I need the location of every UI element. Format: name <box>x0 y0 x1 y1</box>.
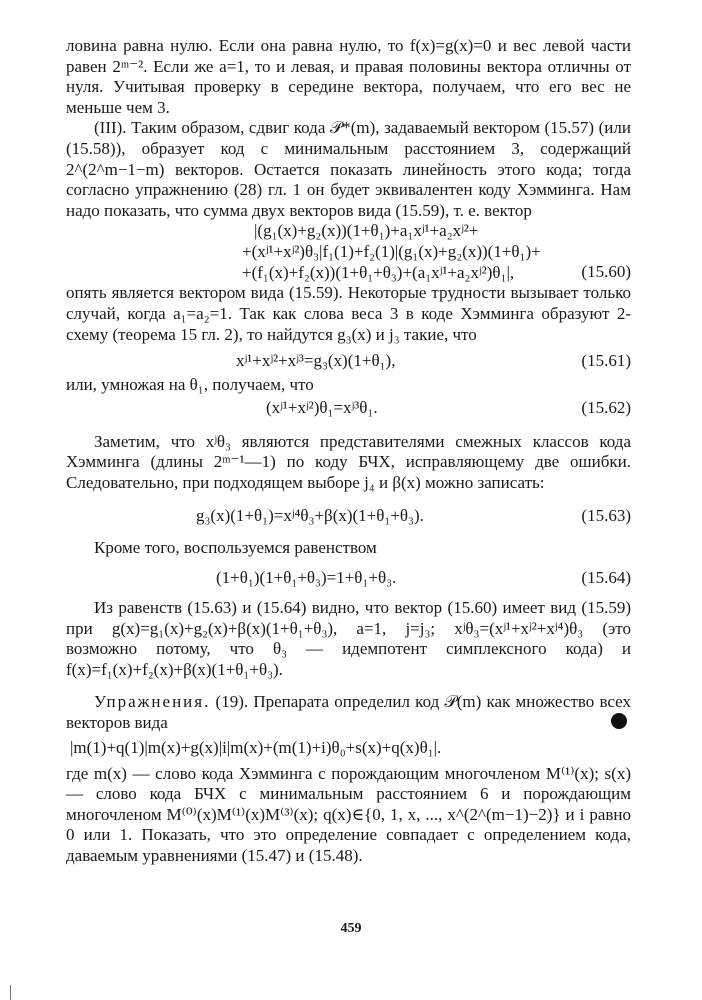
equation-line: g₃(x)(1+θ₁)=xʲ⁴θ₃+β(x)(1+θ₁+θ₃). <box>196 505 424 525</box>
equation-number: (15.64) <box>581 568 631 588</box>
page-body <box>66 36 631 867</box>
paragraph: Из равенств (15.63) и (15.64) видно, что вектор (15.60) имеет вид (15.59) при g(x)=g₁(x)+g₂(x)+β(x)(1+θ₁+θ₃), a=1, j=j₃; xʲθ₃=(xʲ¹+xʲ²+xʲ⁴)θ₃ (это возможно потому, что θ₃ — идемпотент симплексного кода) и f(x)=f₁(x)+f₂(x)+β(x)(1+θ₁+θ₃). <box>66 598 631 679</box>
equation-line: +(xʲ¹+xʲ²)θ₃|f₁(1)+f₂(1)|(g₁(x)+g₂(x))(1+θ₁)+ <box>242 241 541 261</box>
paragraph: (III). Таким образом, сдвиг кода 𝒫*(m), задаваемый вектором (15.57) (или (15.58)), образует код с минимальным расстоянием 3, содержащий 2^(2^m−1−m) векторов. Остается показать линейность этого кода; тогда согласно упражнению (28) гл. 1 он будет эквивалентен коду Хэмминга. Нам надо показать, что сумма двух векторов вида (15.59), т. е. вектор <box>66 118 631 220</box>
equation-15-60 <box>66 221 631 283</box>
paragraph: Кроме того, воспользуемся равенством <box>94 537 377 557</box>
paragraph-text: (19). Препарата определил код 𝒫(m) как множество всех векторов вида <box>66 692 631 733</box>
margin-mark <box>10 985 11 1000</box>
equation-number: (15.62) <box>581 397 631 417</box>
equation-line: (1+θ₁)(1+θ₁+θ₃)=1+θ₁+θ₃. <box>216 568 397 588</box>
equation-line: (xʲ¹+xʲ²)θ₁=xʲ³θ₁. <box>266 397 378 417</box>
paragraph: или, умножая на θ₁, получаем, что <box>66 375 314 395</box>
equation-15-63 <box>66 506 631 538</box>
equation-line: |(g₁(x)+g₂(x))(1+θ₁)+a₁xʲ¹+a₂xʲ²+ <box>254 221 479 241</box>
paragraph: ловина равна нулю. Если она равна нулю, то f(x)=g(x)=0 и вес левой части равен 2ᵐ⁻². Если же a=1, то и левая, и правая половины вектора отличны от нуля. Учитывая проверку в середине вектора, получаем, что его вес не меньше чем 3. <box>66 36 631 117</box>
equation-line: xʲ¹+xʲ²+xʲ³=g₃(x)(1+θ₁), <box>236 351 396 371</box>
paragraph: где m(x) — слово кода Хэмминга с порождающим многочленом M⁽¹⁾(x); s(x) — слово кода БЧХ с минимальным расстоянием 6 и порождающим многочленом M⁽⁰⁾(x)M⁽¹⁾(x)M⁽³⁾(x); q(x)∈{0, 1, x, ..., x^(2^(m−1)−2)} и i равно 0 или 1. Показать, что это определение совпадает с определением кода, даваемым уравнениями (15.47) и (15.48). <box>66 763 631 866</box>
paragraph: опять является вектором вида (15.59). Некоторые трудности вызывает только случай, когда a₁=a₂=1. Так как слова веса 3 в коде Хэмминга образуют 2-схему (теорема 15 гл. 2), то найдутся g₃(x) и j₃ такие, что <box>66 283 631 344</box>
exercises-label: Упражнения. <box>94 692 211 712</box>
equation-line: +(f₁(x)+f₂(x))(1+θ₁+θ₃)+(a₁xʲ¹+a₂xʲ²)θ₁|, <box>242 262 515 282</box>
equation-number: (15.63) <box>581 505 631 525</box>
page-number: 459 <box>340 921 362 936</box>
equation-line: |m(1)+q(1)|m(x)+g(x)|i|m(x)+(m(1)+i)θ₀+s(x)+q(x)θ₁|. <box>70 737 442 757</box>
equation-number: (15.61) <box>581 351 631 371</box>
exercises-paragraph <box>66 692 631 733</box>
equation-15-62 <box>66 398 631 428</box>
equation-15-61 <box>66 351 631 375</box>
equation-exercise <box>66 738 631 764</box>
end-of-proof-mark <box>611 713 627 729</box>
paragraph: Заметим, что xʲθ₃ являются представителями смежных классов кода Хэмминга (длины 2ᵐ⁻¹—1) по коду БЧХ, исправляющему две ошибки. Следовательно, при подходящем выборе j₄ и β(x) можно записать: <box>66 431 631 492</box>
equation-15-64 <box>66 568 631 598</box>
equation-number: (15.60) <box>581 262 631 282</box>
